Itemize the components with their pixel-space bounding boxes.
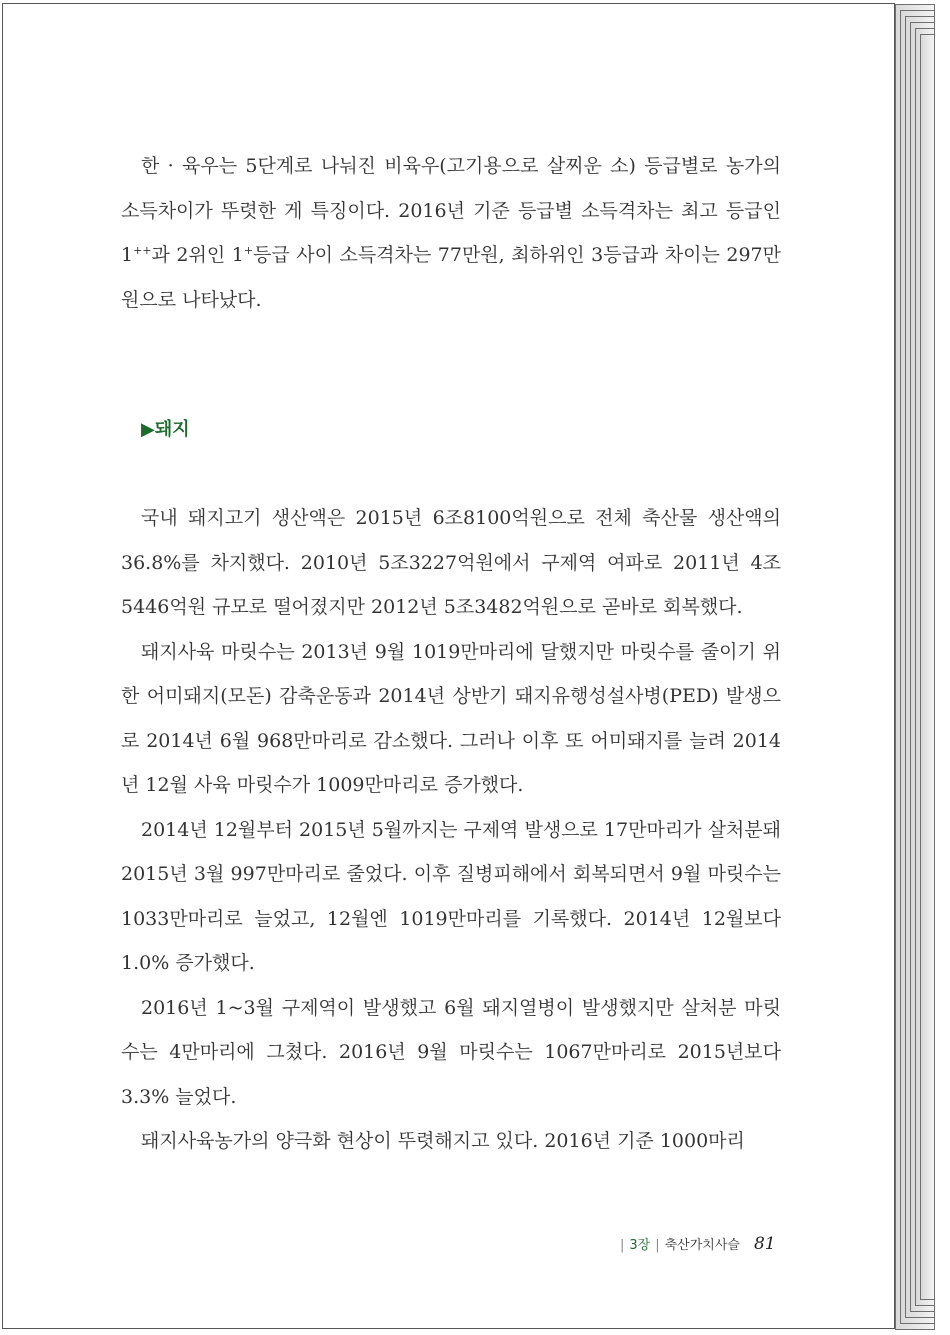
superscript-grade-2: + — [243, 244, 254, 257]
book-page — [2, 3, 895, 1329]
paragraph: 2014년 12월부터 2015년 5월까지는 구제역 발생으로 17만마리가 살처분돼 2015년 3월 997만마리로 줄었다. 이후 질병피해에서 회복되면서 9월 마릿수는 1033만마리로 늘었고, 12월엔 1019만마리를 기록했다. 2014년 12월보다 1.0% 증가했다. — [121, 818, 781, 974]
footer-chapter: 3장 — [629, 1238, 651, 1253]
paragraph: 돼지사육농가의 양극화 현상이 뚜렷해지고 있다. 2016년 기준 1000마리 — [141, 1130, 745, 1152]
paragraph: 돼지사육 마릿수는 2013년 9월 1019만마리에 달했지만 마릿수를 줄이기 위한 어미돼지(모돈) 감축운동과 2014년 상반기 돼지유행성설사병(PED) 발생으로 2014년 6월 968만마리로 감소했다. 그러나 이후 또 어미돼지를 늘려 2014년 12월 사육 마릿수가 1009만마리로 증가했다. — [121, 640, 781, 796]
paragraph: 국내 돼지고기 생산액은 2015년 6조8100억원으로 전체 축산물 생산액의 36.8%를 차지했다. 2010년 5조3227억원에서 구제역 여파로 2011년 4조5446억원 규모로 떨어졌지만 2012년 5조3482억원으로 곧바로 회복했다. — [121, 507, 781, 618]
page-number: 81 — [753, 1234, 776, 1254]
footer-title: 축산가치사슬 — [664, 1238, 740, 1253]
paragraph: 2016년 1~3월 구제역이 발생했고 6월 돼지열병이 발생했지만 살처분 마릿수는 4만마리에 그쳤다. 2016년 9월 마릿수는 1067만마리로 2015년보다 3.3% 늘었다. — [121, 996, 781, 1108]
paragraph-beef: 한 · 육우는 5단계로 나눠진 비육우(고기용으로 살찌운 소) 등급별로 농가의 소득차이가 뚜렷한 게 특징이다. 2016년 기준 등급별 소득격차는 최고 등급인 1++과 2위인 1+등급 사이 소득격차는 77만원, 최하위인 3등급과 차이는 297만원으로 나타났다. — [121, 155, 781, 311]
page-stack-edge — [895, 4, 935, 1330]
section-heading-pig: ▶돼지 — [141, 419, 190, 440]
superscript-grade-1: ++ — [133, 244, 152, 257]
page-content — [121, 144, 781, 1164]
page-footer: | 3장 | 축산가치사슬 81 — [620, 1234, 776, 1254]
